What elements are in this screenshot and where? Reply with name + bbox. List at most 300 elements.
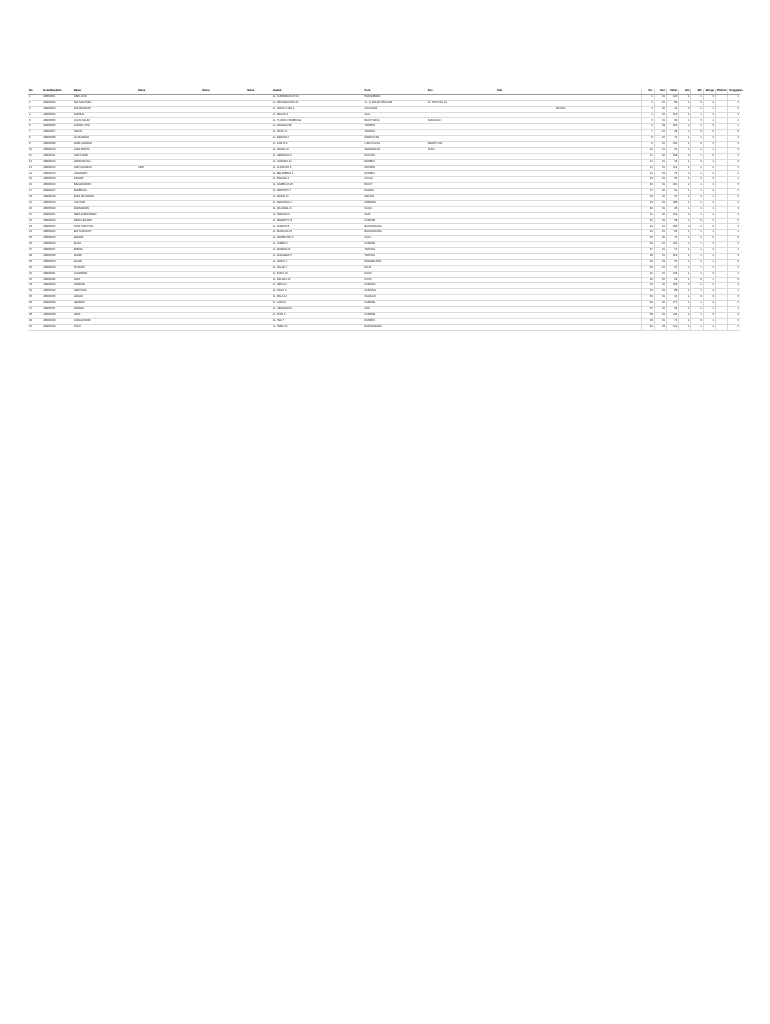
table-cell: AB000024 [42, 230, 73, 236]
data-table [28, 89, 743, 331]
table-cell: 0 [728, 295, 740, 301]
table-cell: 330 [666, 124, 678, 130]
table-cell: 0 [728, 159, 740, 165]
table-cell: 0 [728, 318, 740, 324]
table-cell: AB000003 [42, 106, 73, 112]
table-cell: HAMDAN [73, 283, 137, 289]
table-cell: 96 [666, 118, 678, 124]
table-cell: JL. KOPI 3 [272, 312, 364, 318]
table-cell: AB000039 [42, 318, 73, 324]
table-cell: 0 [691, 218, 703, 224]
table-cell: 2 [728, 242, 740, 248]
table-cell: JL. DIPONEGORO 21 [272, 100, 364, 106]
spreadsheet-sheet [28, 89, 743, 331]
table-cell: 1 [679, 265, 691, 271]
table-cell: JL. PERINTIS 7 [272, 189, 364, 195]
table-cell: 01 [654, 218, 666, 224]
table-cell: 2 [703, 165, 715, 171]
table-cell: JL. GARUDA 14 [272, 159, 364, 165]
table-cell: 01 [654, 130, 666, 136]
table-cell: 210 [666, 112, 678, 118]
table-cell: 21 [28, 212, 42, 218]
table-cell: 2 [728, 142, 740, 148]
table-cell: AB000013 [42, 165, 73, 171]
table-cell: 1 [691, 165, 703, 171]
table-cell: 03 [654, 324, 666, 330]
table-cell: KAMPAR [364, 312, 427, 318]
table-cell: 35 [28, 295, 42, 301]
table-cell: 1 [679, 195, 691, 201]
table-cell: 72 [666, 136, 678, 142]
table-cell: 1 [728, 165, 740, 171]
table-cell: 0 [691, 277, 703, 283]
table-cell: JL. TEH 7 [272, 318, 364, 324]
table-cell: 40 [28, 324, 42, 330]
table-cell: 52 [666, 259, 678, 265]
table-cell: 1 [691, 153, 703, 159]
table-cell: JL. PALA 12 [272, 295, 364, 301]
table-cell: 22 [28, 218, 42, 224]
table-cell: 1 [691, 324, 703, 330]
table-cell: 01 [654, 147, 666, 153]
table-cell: 0 [691, 118, 703, 124]
column-header: Seri [654, 89, 666, 94]
table-cell: 26 [28, 242, 42, 248]
table-cell: 1 [703, 259, 715, 265]
table-cell: 2 [703, 324, 715, 330]
table-cell: ANITA SARI [73, 153, 137, 159]
table-cell: 3 [679, 124, 691, 130]
table-cell: PANAM [364, 189, 427, 195]
table-cell: 39 [28, 318, 42, 324]
table-cell: 71 [666, 248, 678, 254]
table-cell: 13 [28, 165, 42, 171]
table-cell: 0 [728, 130, 740, 136]
table-cell: 1 [679, 94, 691, 100]
table-cell: ARDIANSYAH [73, 159, 137, 165]
table-cell: 1 [691, 301, 703, 307]
table-cell: 97 [666, 265, 678, 271]
table-cell: 01 [654, 94, 666, 100]
table-cell: AB000012 [42, 159, 73, 165]
table-cell: 03 [654, 259, 666, 265]
table-cell: 1 [691, 306, 703, 312]
table-cell: JL. DURIAN 8 [272, 224, 364, 230]
table-cell: JL. KENANGA 4 [272, 200, 364, 206]
table-cell: TAPUNG [364, 253, 427, 259]
table-cell: KUOK [364, 271, 427, 277]
table-cell: 4 [728, 283, 740, 289]
table-cell: JAMALUDDIN [73, 318, 137, 324]
table-cell: 14 [28, 171, 42, 177]
column-header: Tunggakan [728, 89, 740, 94]
table-cell: JL. CEMPAKA 9 [272, 153, 364, 159]
table-cell: 28 [28, 253, 42, 259]
table-cell: 2 [703, 136, 715, 142]
table-cell: 44 [666, 106, 678, 112]
table-cell: 33 [28, 283, 42, 289]
table-cell: GUNAWAN [73, 271, 137, 277]
table-cell: FITRIANI [73, 265, 137, 271]
table-cell: RAJA [364, 265, 427, 271]
table-cell: 1 [679, 289, 691, 295]
table-row [28, 324, 740, 330]
table-cell: AB000023 [42, 224, 73, 230]
table-cell: JL. KAMBOJA 18 [272, 183, 364, 189]
table-cell [246, 324, 272, 330]
table-cell: 2 [728, 301, 740, 307]
table-cell: 67 [666, 195, 678, 201]
table-cell: 1 [679, 112, 691, 118]
column-header: Bunga [703, 89, 715, 94]
table-cell: 0 [691, 177, 703, 183]
table-cell: JL. H. RAHAYUSSALIM [364, 100, 427, 106]
table-cell: 11 [28, 153, 42, 159]
table-cell: BANGKINANG [364, 324, 427, 330]
table-cell: 02 [654, 106, 666, 112]
table-cell: 38 [28, 312, 42, 318]
table-cell: 17 [642, 189, 654, 195]
table-cell: 2 [703, 112, 715, 118]
table-cell: 2 [679, 283, 691, 289]
table-cell: AB000015 [42, 177, 73, 183]
table-cell: 10 [642, 147, 654, 153]
table-cell: 1 [728, 177, 740, 183]
table-cell: AB000001 [42, 94, 73, 100]
table-cell: AB000002 [42, 100, 73, 106]
table-cell: 0 [691, 100, 703, 106]
table-cell: 16 [642, 183, 654, 189]
table-cell: 4 [728, 147, 740, 153]
table-cell: 2 [728, 200, 740, 206]
table-cell: AB000017 [42, 189, 73, 195]
table-cell: JL. CENGKEH 9 [272, 306, 364, 312]
table-cell: 1 [691, 289, 703, 295]
table-cell: 3 [703, 301, 715, 307]
table-cell: 35 [642, 295, 654, 301]
table-cell: 1 [691, 147, 703, 153]
table-cell: 1 [679, 147, 691, 153]
table-cell: 01 [654, 183, 666, 189]
table-cell: 36 [28, 301, 42, 307]
table-cell: 0 [691, 130, 703, 136]
table-cell: AB000018 [42, 195, 73, 201]
table-cell: 01 [654, 200, 666, 206]
table-cell: 2 [703, 212, 715, 218]
table-cell: 01 [654, 195, 666, 201]
table-cell: 32 [642, 277, 654, 283]
table-cell: 4 [703, 283, 715, 289]
table-cell: 01 [654, 283, 666, 289]
column-header: Blk [691, 89, 703, 94]
table-cell [137, 324, 201, 330]
table-cell: AB000025 [42, 236, 73, 242]
table-cell: 58 [666, 218, 678, 224]
column-header: Nama [201, 89, 246, 94]
table-cell: AB000007 [42, 130, 73, 136]
table-cell: MARPOYAN [427, 142, 496, 148]
table-cell: 2 [703, 248, 715, 254]
table-cell: JL. PINANG 2 [272, 177, 364, 183]
table-cell: 01 [654, 289, 666, 295]
table-cell: AHMAD YANI [73, 124, 137, 130]
table-cell: 4 [703, 118, 715, 124]
table-cell: 02 [654, 136, 666, 142]
table-cell: SUKAJADI [364, 106, 427, 112]
table-cell: 188 [666, 200, 678, 206]
table-cell: IRMA [73, 312, 137, 318]
table-cell: HADI [73, 277, 137, 283]
table-cell: ERWIN [73, 248, 137, 254]
table-cell: 23 [642, 224, 654, 230]
table-cell: PESISIR [364, 165, 427, 171]
table-cell: 01 [654, 165, 666, 171]
table-cell: 2 [691, 124, 703, 130]
table-cell: 1 [679, 318, 691, 324]
table-cell: 177 [666, 301, 678, 307]
table-cell: 01 [654, 295, 666, 301]
table-cell: 37 [642, 306, 654, 312]
table-cell: DEWI LESTARI [73, 218, 137, 224]
table-cell: 21 [642, 212, 654, 218]
table-cell: MARPOYAN [364, 136, 427, 142]
table-cell: 1 [703, 306, 715, 312]
table-cell: AB000040 [42, 324, 73, 330]
table-cell: 3 [728, 312, 740, 318]
table-cell: 121 [666, 324, 678, 330]
table-cell: 1 [691, 200, 703, 206]
table-cell: JL. ARIFIN 11 [272, 195, 364, 201]
table-cell: AB000035 [42, 295, 73, 301]
table-cell: 01 [654, 142, 666, 148]
table-cell: 1 [703, 106, 715, 112]
table-cell: 1 [728, 94, 740, 100]
table-cell: 01 [654, 177, 666, 183]
table-cell: 1 [703, 318, 715, 324]
table-cell: 3 [703, 200, 715, 206]
column-header: Saldo [666, 89, 678, 94]
table-cell: AB000019 [42, 200, 73, 206]
table-cell: 18 [642, 195, 654, 201]
table-cell: 1 [703, 230, 715, 236]
table-cell: 01 [654, 306, 666, 312]
table-cell: 1 [691, 271, 703, 277]
table-cell: 31 [28, 271, 42, 277]
table-cell: 1 [691, 283, 703, 289]
table-cell: 201 [666, 183, 678, 189]
table-cell: 2 [703, 265, 715, 271]
table-cell: 2 [679, 106, 691, 112]
table-cell: 1 [691, 94, 703, 100]
table-cell: BAHARUDDIN [73, 183, 137, 189]
table-cell: 1 [691, 312, 703, 318]
table-cell: 2 [691, 224, 703, 230]
table-cell: JL. BELIMBING 3 [272, 171, 364, 177]
table-cell: 2 [703, 289, 715, 295]
table-cell: 0 [691, 142, 703, 148]
table-cell: 1 [679, 236, 691, 242]
table-cell: 2 [703, 189, 715, 195]
table-cell: 3 [728, 153, 740, 159]
table-cell: AB000038 [42, 312, 73, 318]
table-cell [555, 324, 596, 330]
table-cell: KAMPAR [364, 218, 427, 224]
column-header: Kota [364, 89, 427, 94]
table-cell: 139 [666, 271, 678, 277]
table-cell: 28 [642, 253, 654, 259]
table-cell: 1 [679, 118, 691, 124]
table-cell: 91 [666, 189, 678, 195]
table-cell: 3 [728, 112, 740, 118]
column-header: Alamat [272, 89, 364, 94]
table-cell [201, 324, 246, 330]
table-cell: SIAK [364, 212, 427, 218]
table-cell: AB000014 [42, 171, 73, 177]
table-cell: 17 [28, 189, 42, 195]
table-cell: 32 [28, 277, 42, 283]
table-cell: JL. SAGU 4 [272, 289, 364, 295]
table-cell: 2 [703, 100, 715, 106]
column-header: No. [642, 89, 654, 94]
table-cell: DARMAWAN [73, 206, 137, 212]
table-cell: 15 [28, 177, 42, 183]
table-cell: ARIF RAHMAN [73, 165, 137, 171]
table-cell: SIMPANG [364, 200, 427, 206]
table-cell: 34 [642, 289, 654, 295]
table-cell: JL. MERANTI 13 [272, 218, 364, 224]
table-cell [427, 324, 496, 330]
table-cell: JL. DUKU 10 [272, 271, 364, 277]
table-cell: 0 [728, 218, 740, 224]
table-cell: TAPUNG [364, 248, 427, 254]
table-cell: 29 [28, 259, 42, 265]
column-header: Bln [679, 89, 691, 94]
table-cell: 5 [28, 118, 42, 124]
table-cell: 150 [666, 142, 678, 148]
table-cell: 8 [28, 136, 42, 142]
table-cell: BAMBANG [73, 189, 137, 195]
table-cell: 1 [679, 230, 691, 236]
table-cell: 01 [654, 224, 666, 230]
table-cell: JL. TERATAI 6 [272, 212, 364, 218]
table-cell: 24 [642, 230, 654, 236]
table-cell: 12 [642, 159, 654, 165]
table-cell: 1 [679, 295, 691, 301]
table-cell: AZHARI [73, 177, 137, 183]
table-cell: 1 [679, 301, 691, 307]
table-cell: 74 [666, 318, 678, 324]
table-cell: 39 [666, 159, 678, 165]
table-cell: AB000030 [42, 265, 73, 271]
table-cell: 2 [28, 100, 42, 106]
table-cell: 1 [679, 206, 691, 212]
table-cell: SALO [364, 236, 427, 242]
table-cell: 76 [666, 171, 678, 177]
table-cell [496, 324, 555, 330]
table-cell: 88 [666, 289, 678, 295]
table-cell: 3 [703, 171, 715, 177]
table-cell: PEKANBARU [364, 94, 427, 100]
table-cell: 0 [728, 277, 740, 283]
table-cell: 23 [28, 224, 42, 230]
table-cell: 4 [28, 112, 42, 118]
table-cell: 15 [642, 177, 654, 183]
table-cell: 25 [28, 236, 42, 242]
table-cell: 1 [679, 130, 691, 136]
table-cell: 30 [642, 265, 654, 271]
table-cell: ADI WINARTO [73, 106, 137, 112]
table-cell: HASAN [73, 295, 137, 301]
table-cell [616, 324, 642, 330]
table-cell: ADI SANTOSA [73, 100, 137, 106]
table-cell: 01 [654, 112, 666, 118]
table-cell: 1 [728, 124, 740, 130]
table-cell: 01 [654, 100, 666, 106]
table-body [28, 94, 740, 330]
table-cell: IRAWAN [73, 306, 137, 312]
table-cell: 1 [691, 206, 703, 212]
table-cell: 2 [679, 212, 691, 218]
table-cell: RUMBAI [364, 171, 427, 177]
table-cell: 1 [703, 147, 715, 153]
table-cell: 5 [703, 124, 715, 130]
table-cell: 1 [728, 248, 740, 254]
table-cell: 1 [679, 177, 691, 183]
table-cell: JL. RAYA NO 12 [427, 100, 496, 106]
table-cell: 1 [728, 136, 740, 142]
table-cell: JL. SALAK 7 [272, 265, 364, 271]
table-cell: 4 [703, 183, 715, 189]
table-cell: 1 [728, 212, 740, 218]
table-cell: KAMPAR [364, 301, 427, 307]
table-cell: BUKIT [364, 183, 427, 189]
table-cell: KUOK [364, 277, 427, 283]
table-cell: 1 [703, 277, 715, 283]
table-cell: SAIL [364, 112, 427, 118]
table-cell: 9 [28, 142, 42, 148]
table-cell: SAGU [364, 206, 427, 212]
table-cell: AB000008 [42, 136, 73, 142]
table-cell: 1 [679, 242, 691, 248]
table-cell: AB000036 [42, 301, 73, 307]
table-cell: DELIMA [364, 195, 427, 201]
table-cell: JL. KELAPA 16 [272, 277, 364, 283]
table-cell: 1 [691, 106, 703, 112]
table-cell: 120 [666, 94, 678, 100]
table-cell: 0 [728, 106, 740, 112]
table-cell: 112 [666, 165, 678, 171]
table-cell: SUKAJADI [427, 118, 496, 124]
table-cell: TAMPAN [364, 124, 427, 130]
table-cell: 0 [691, 195, 703, 201]
table-cell: 2 [728, 265, 740, 271]
table-cell: 01 [654, 265, 666, 271]
table-cell: 3 [703, 142, 715, 148]
table-cell: 1 [691, 171, 703, 177]
table-cell: 2 [679, 153, 691, 159]
table-cell: 0 [703, 236, 715, 242]
table-cell: 2 [728, 118, 740, 124]
table-cell: JL. TUANKU TAMBUSAI [272, 118, 364, 124]
table-cell: ALI BASRAH [73, 136, 137, 142]
table-cell: AB000006 [42, 124, 73, 130]
table-cell: 5 [728, 183, 740, 189]
table-cell: 0 [691, 236, 703, 242]
table-cell: 29 [642, 259, 654, 265]
table-cell: JL. JAMBU 1 [272, 242, 364, 248]
table-cell: 0 [691, 259, 703, 265]
table-cell: EFENDI [73, 236, 137, 242]
